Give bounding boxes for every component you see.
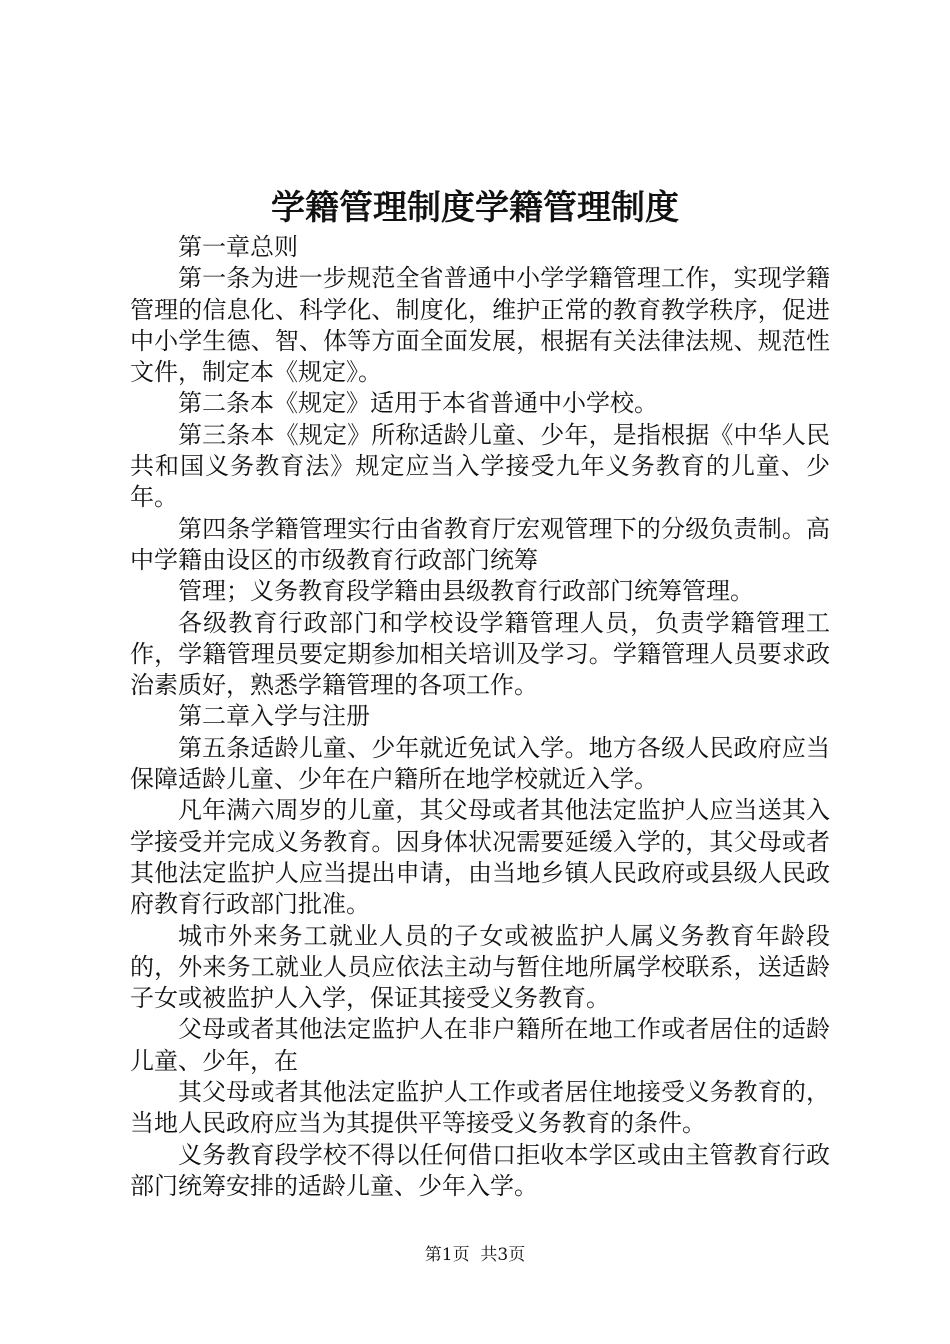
paragraph: 其父母或者其他法定监护人工作或者居住地接受义务教育的，当地人民政府应当为其提供平等接受义务教育的条件。 (130, 1078, 830, 1138)
paragraph: 第二条本《规定》适用于本省普通中小学校。 (178, 389, 658, 418)
document-title: 学籍管理制度学籍管理制度 (271, 188, 679, 228)
paragraph: 管理；义务教育段学籍由县级教育行政部门统筹管理。 (178, 577, 754, 606)
paragraph: 第一条为进一步规范全省普通中小学学籍管理工作，实现学籍管理的信息化、科学化、制度化，维护正常的教育教学秩序，促进中小学生德、智、体等方面全面发展，根据有关法律法规、规范性文件，制定本《规定》。 (130, 264, 830, 387)
page-footer (0, 1243, 950, 1267)
paragraph: 第三条本《规定》所称适龄儿童、少年，是指根据《中华人民共和国义务教育法》规定应当入学接受九年义务教育的儿童、少年。 (130, 420, 830, 512)
paragraph: 城市外来务工就业人员的子女或被监护人属义务教育年龄段的，外来务工就业人员应依法主动与暂住地所属学校联系，送适龄子女或被监护人入学，保证其接受义务教育。 (130, 921, 830, 1013)
paragraph: 第五条适龄儿童、少年就近免试入学。地方各级人民政府应当保障适龄儿童、少年在户籍所在地学校就近入学。 (130, 733, 830, 794)
chapter-heading: 第一章总则 (178, 233, 298, 261)
page-number: 第1页 (424, 1245, 470, 1265)
paragraph: 第四条学籍管理实行由省教育厅宏观管理下的分级负责制。高中学籍由设区的市级教育行政部门统筹 (130, 514, 830, 574)
page-total: 共3页 (480, 1245, 526, 1265)
paragraph: 各级教育行政部门和学校设学籍管理人员，负责学籍管理工作，学籍管理员要定期参加相关培训及学习。学籍管理人员要求政治素质好，熟悉学籍管理的各项工作。 (130, 608, 830, 700)
chapter-heading: 第二章入学与注册 (178, 702, 370, 731)
document-body (130, 232, 830, 1202)
paragraph: 父母或者其他法定监护人在非户籍所在地工作或者居住的适龄儿童、少年，在 (130, 1015, 830, 1075)
paragraph: 义务教育段学校不得以任何借口拒收本学区或由主管教育行政部门统筹安排的适龄儿童、少年入学。 (130, 1140, 830, 1200)
paragraph: 凡年满六周岁的儿童，其父母或者其他法定监护人应当送其入学接受并完成义务教育。因身体状况需要延缓入学的，其父母或者其他法定监护人应当提出申请，由当地乡镇人民政府或县级人民政府教育行政部门批准。 (130, 796, 830, 919)
